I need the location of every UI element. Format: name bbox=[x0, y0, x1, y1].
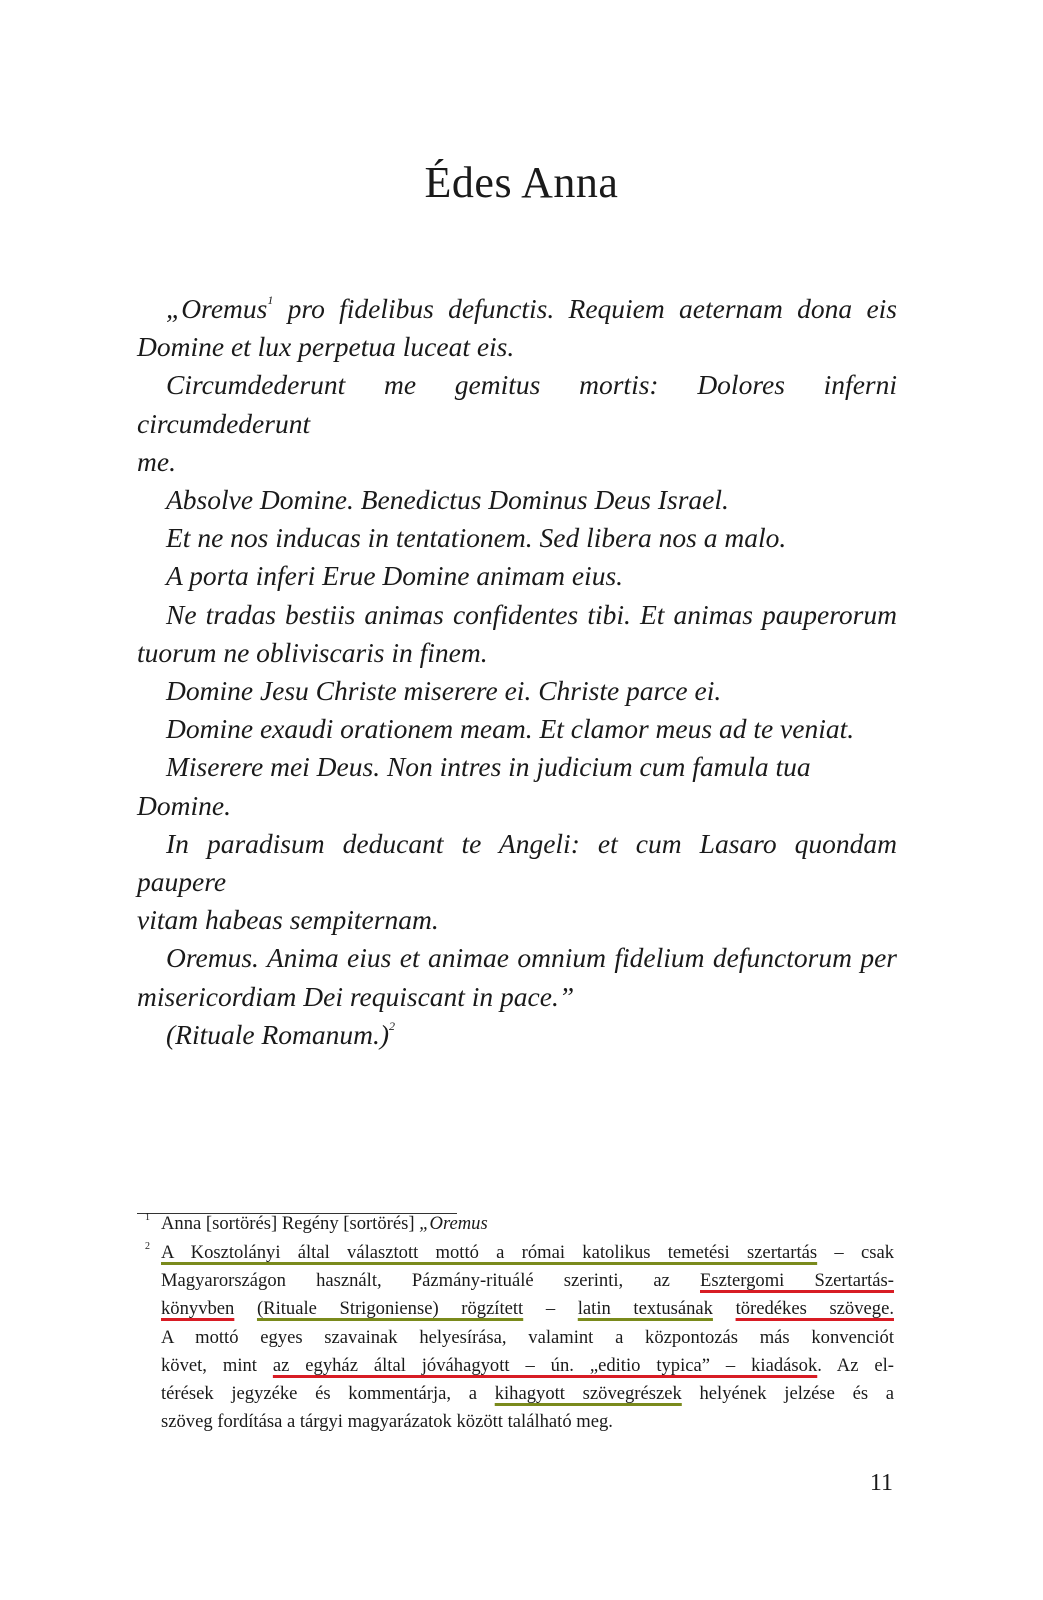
highlight-red: töredékes szövege. bbox=[735, 1298, 894, 1320]
motto-line: Miserere mei Deus. Non intres in judicium cum famula tua Domine. bbox=[137, 751, 811, 821]
motto-line: tuorum ne obliviscaris in finem. bbox=[137, 636, 488, 668]
motto-line: Et ne nos inducas in tentationem. Sed libera nos a malo. bbox=[166, 522, 787, 554]
motto-line: Domine exaudi orationem meam. Et clamor meus ad te veniat. bbox=[166, 713, 855, 745]
footnote-mark: 2 bbox=[145, 1241, 150, 1252]
motto-line: Domine et lux perpetua luceat eis. bbox=[137, 331, 515, 363]
footnote-line: könyvben (Rituale Strigoniense) rögzített – latin textusának töredékes szövege. bbox=[161, 1298, 894, 1320]
footnote-line: szöveg fordítása a tárgyi magyarázatok között található meg. bbox=[161, 1411, 613, 1433]
footnote-line: Magyarországon használt, Pázmány-rituálé szerinti, az Esztergomi Szertartás- bbox=[161, 1270, 894, 1292]
motto-line: vitam habeas sempiternam. bbox=[137, 904, 439, 936]
highlight-green: (Rituale Strigoniense) rögzített bbox=[256, 1298, 524, 1320]
motto-line: „Oremus$^1$ pro fidelibus defunctis. Requiem aeternam dona eis bbox=[166, 293, 897, 324]
footnote-line: A Kosztolányi által választott mottó a római katolikus temetési szertartás – csak bbox=[161, 1242, 895, 1263]
motto-block bbox=[137, 290, 897, 1054]
page-title: Édes Anna bbox=[424, 158, 619, 208]
motto-line: Ne tradas bestiis animas confidentes tibi. Et animas pauperorum bbox=[166, 598, 897, 630]
highlight-green: kihagyott szövegrészek bbox=[494, 1383, 682, 1405]
motto-line: A porta inferi Erue Domine animam eius. bbox=[166, 560, 624, 592]
footnote-1: 1 Anna [sortörés] Regény [sortörés] „Oremus bbox=[161, 1210, 894, 1238]
motto-line: misericordiam Dei requiscant in pace.” bbox=[137, 980, 575, 1012]
highlight-red: Esztergomi Szertartás- bbox=[700, 1270, 894, 1292]
motto-line: Domine Jesu Christe miserere ei. Christe parce ei. bbox=[166, 675, 722, 707]
footnote-line: követ, mint az egyház által jóváhagyott – ún. „editio typica” – kiadások. Az el- bbox=[161, 1354, 894, 1376]
motto-line: Oremus. Anima eius et animae omnium fidelium defunctorum per bbox=[166, 942, 897, 974]
highlight-red: az egyház által jóváhagyott – ún. „editio typica” – kiadások bbox=[272, 1354, 818, 1376]
footnote-ref-2[interactable]: 2 bbox=[389, 1018, 396, 1033]
motto-line: me. bbox=[137, 445, 176, 477]
motto-line: (Rituale Romanum.)$^2$ bbox=[166, 1018, 396, 1050]
footnote-2 bbox=[145, 1239, 895, 1436]
motto-line: Circumdederunt me gemitus mortis: Dolores inferni circumdederunt bbox=[137, 369, 897, 439]
footnote-line: térések jegyzéke és kommentárja, a kihagyott szövegrészek helyének jelzése és a bbox=[161, 1383, 895, 1405]
motto-line: Absolve Domine. Benedictus Dominus Deus Israel. bbox=[166, 484, 729, 516]
footnote-mark: 1 bbox=[145, 1212, 150, 1223]
highlight-green: A Kosztolányi által választott mottó a római katolikus temetési szertartás bbox=[161, 1242, 818, 1263]
footnote-line: A mottó egyes szavainak helyesírása, valamint a központozás más konvenciót bbox=[161, 1326, 894, 1348]
page-number: 11 bbox=[869, 1470, 893, 1496]
highlight-green: latin textusának bbox=[577, 1298, 713, 1320]
motto-line: In paradisum deducant te Angeli: et cum Lasaro quondam paupere bbox=[137, 827, 897, 898]
footnote-ref-1[interactable]: 1 bbox=[267, 293, 274, 307]
highlight-red: könyvben bbox=[161, 1298, 235, 1320]
